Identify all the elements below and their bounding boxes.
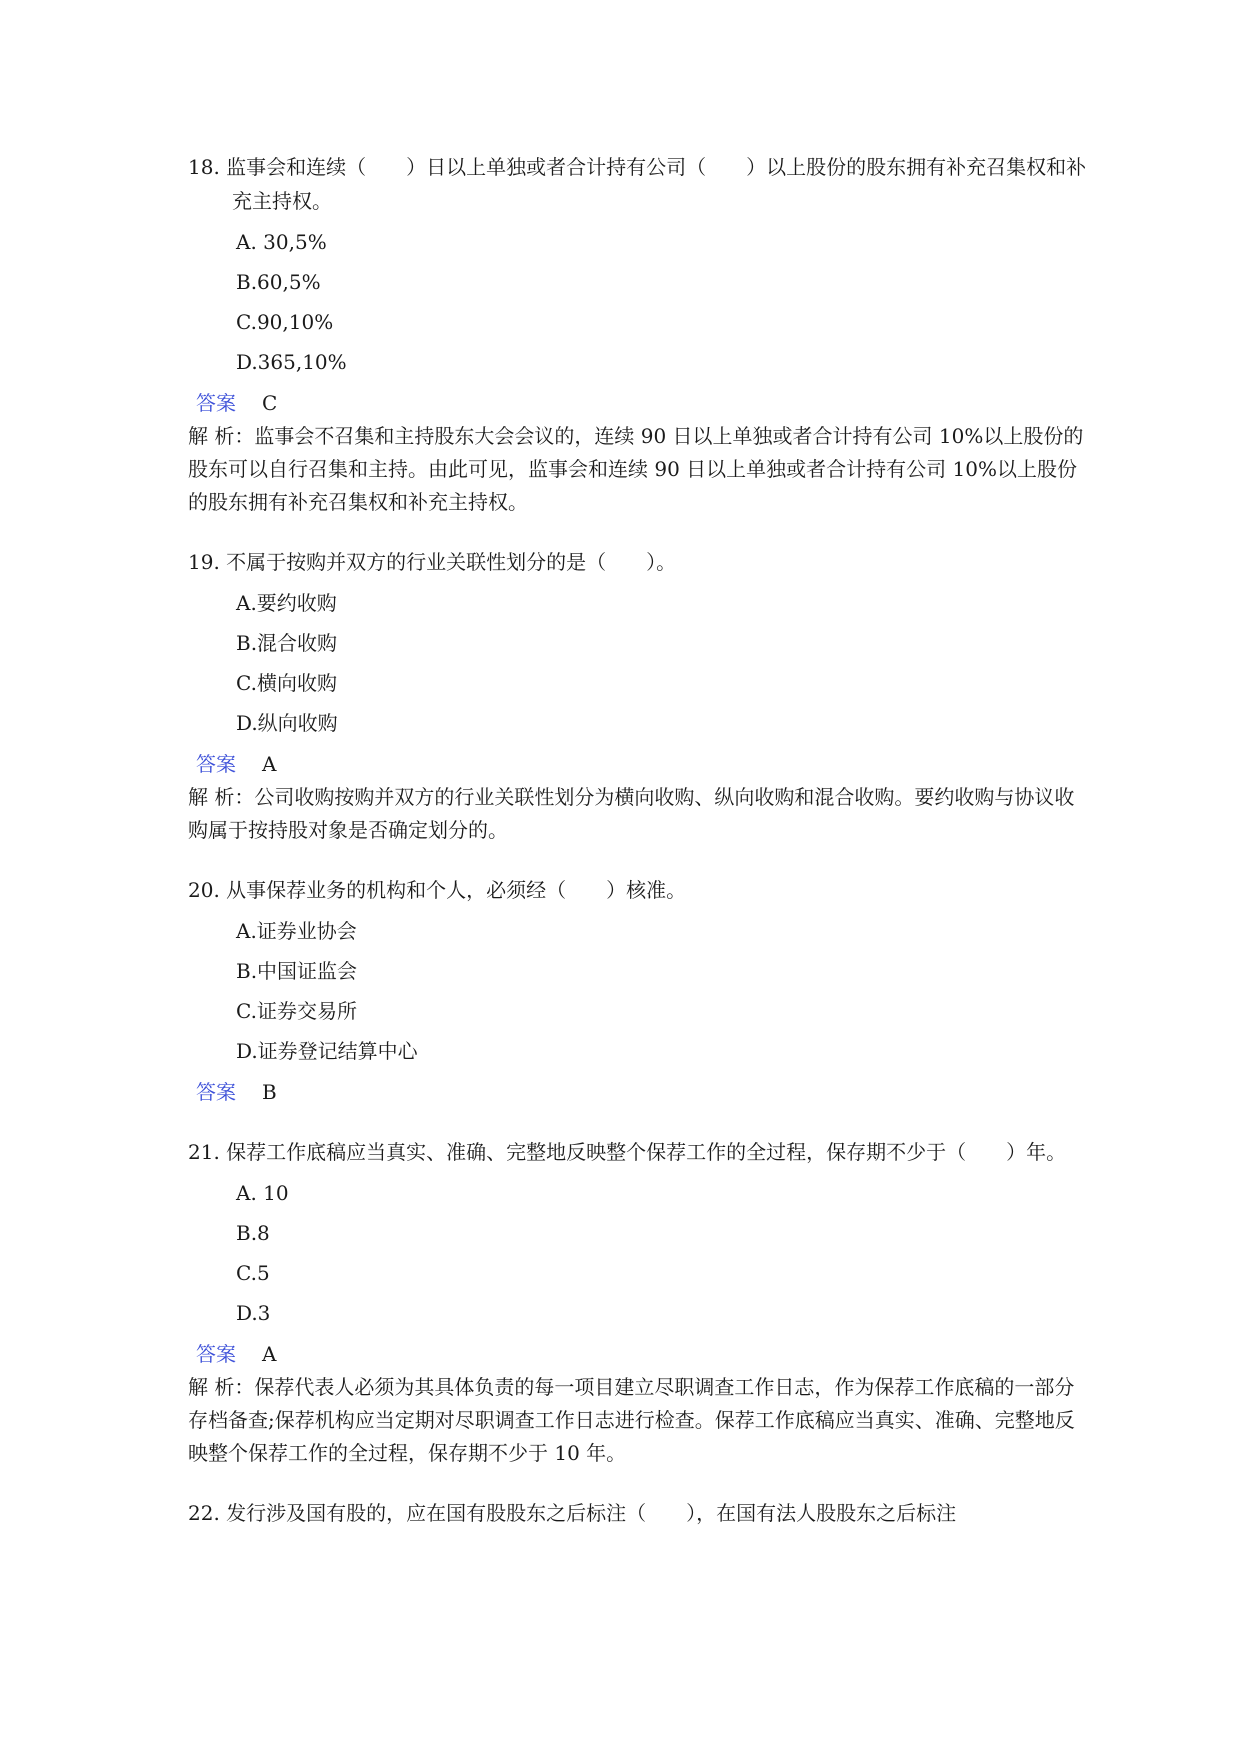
explanation: 解 析：保荐代表人必须为其具体负责的每一项目建立尽职调查工作日志，作为保荐工作底稿的一部分存档备查;保荐机构应当定期对尽职调查工作日志进行检查。保荐工作底稿应当真实、准确、完整地反映整个保荐工作的全过程，保存期不少于 10 年。 — [188, 1375, 1075, 1465]
option-a: A. 30,5% — [236, 230, 327, 254]
question-21 — [188, 1135, 1088, 1470]
option-c: C.5 — [236, 1261, 270, 1285]
question-22 — [188, 1496, 1088, 1530]
question-stem: 19. 不属于按购并双方的行业关联性划分的是（ ）。 — [188, 550, 677, 574]
option-b: B.中国证监会 — [236, 959, 358, 983]
answer-line — [188, 1075, 1088, 1109]
option-a: A.证券业协会 — [236, 919, 357, 943]
option-c: C.证券交易所 — [236, 999, 357, 1023]
question-18 — [188, 150, 1088, 519]
option-c: C.横向收购 — [236, 671, 337, 695]
explanation: 解 析：公司收购按购并双方的行业关联性划分为横向收购、纵向收购和混合收购。要约收购与协议收购属于按持股对象是否确定划分的。 — [188, 785, 1075, 842]
question-stem: 18. 监事会和连续（ ）日以上单独或者合计持有公司（ ）以上股份的股东拥有补充召集权和补充主持权。 — [188, 155, 1087, 213]
answer-label: 答案 — [196, 391, 236, 415]
option-b: B.混合收购 — [236, 631, 338, 655]
question-stem: 21. 保荐工作底稿应当真实、准确、完整地反映整个保荐工作的全过程，保存期不少于（ ）年。 — [188, 1140, 1067, 1164]
option-list — [188, 911, 1088, 1071]
answer-label: 答案 — [196, 752, 236, 776]
option-d: D.365,10% — [236, 350, 347, 374]
option-d: D.证券登记结算中心 — [236, 1039, 418, 1063]
answer-line — [188, 386, 1088, 420]
answer-line — [188, 747, 1088, 781]
answer-value: A — [262, 752, 277, 776]
option-d: D.3 — [236, 1301, 271, 1325]
answer-line — [188, 1337, 1088, 1371]
question-19 — [188, 545, 1088, 847]
option-b: B.8 — [236, 1221, 270, 1245]
option-c: C.90,10% — [236, 310, 334, 334]
option-a: A.要约收购 — [236, 591, 337, 615]
option-b: B.60,5% — [236, 270, 321, 294]
question-stem: 22. 发行涉及国有股的，应在国有股股东之后标注（ ），在国有法人股股东之后标注 — [188, 1501, 957, 1525]
explanation: 解 析：监事会不召集和主持股东大会会议的，连续 90 日以上单独或者合计持有公司 10%以上股份的股东可以自行召集和主持。由此可见，监事会和连续 90 日以上单独或者合计持有公司 10%以上股份的股东拥有补充召集权和补充主持权。 — [188, 424, 1084, 514]
option-list — [188, 583, 1088, 743]
answer-value: B — [262, 1080, 277, 1104]
answer-label: 答案 — [196, 1080, 236, 1104]
question-list — [188, 150, 1088, 1556]
option-a: A. 10 — [236, 1181, 289, 1205]
option-list — [188, 1173, 1088, 1333]
question-stem: 20. 从事保荐业务的机构和个人，必须经（ ）核准。 — [188, 878, 687, 902]
option-list — [188, 222, 1088, 382]
answer-value: A — [262, 1342, 277, 1366]
option-d: D.纵向收购 — [236, 711, 338, 735]
question-20 — [188, 873, 1088, 1109]
answer-label: 答案 — [196, 1342, 236, 1366]
answer-value: C — [262, 391, 278, 415]
